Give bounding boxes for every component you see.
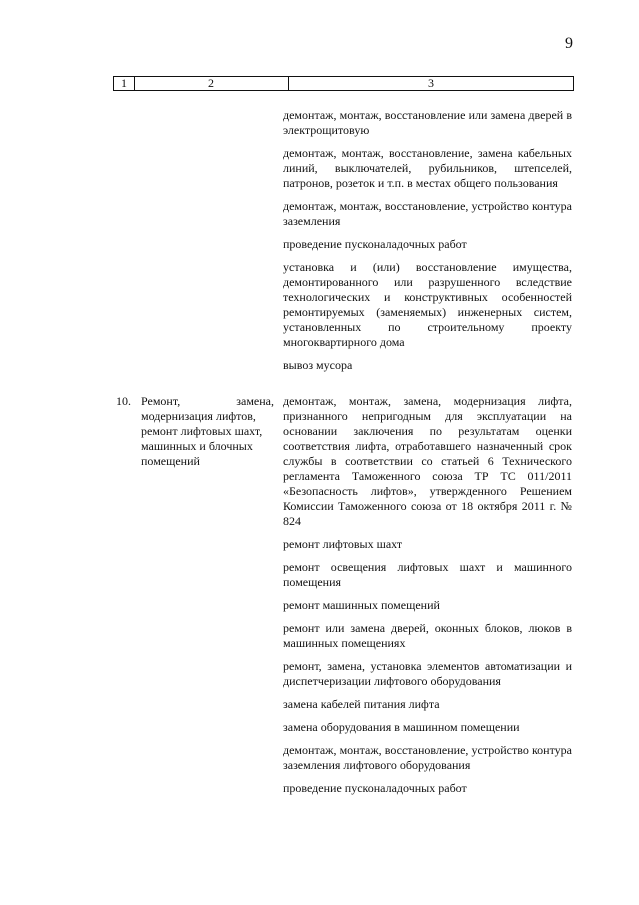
work-item: проведение пусконаладочных работ <box>283 781 467 795</box>
header-col-2: 2 <box>134 77 289 90</box>
row-title <box>141 394 274 469</box>
work-item: ремонт освещения лифтовых шахт и машинного помещения <box>283 560 572 589</box>
work-item: демонтаж, монтаж, восстановление, замена кабельных линий, выключателей, рубильников, штепселей, патронов, розеток и т.п. в местах общего пользования <box>283 146 572 190</box>
row-10-work-list <box>283 394 572 804</box>
work-item: вывоз мусора <box>283 358 353 372</box>
row-title-line: машинных и блочных <box>141 439 253 453</box>
work-item: демонтаж, монтаж, восстановление или замена дверей в электрощитовую <box>283 108 572 137</box>
work-item: замена кабелей питания лифта <box>283 697 440 711</box>
work-item: ремонт или замена дверей, оконных блоков, люков в машинных помещениях <box>283 621 572 650</box>
row-number: 10. <box>116 394 131 408</box>
work-item: ремонт машинных помещений <box>283 598 440 612</box>
work-item: ремонт, замена, установка элементов автоматизации и диспетчеризации лифтового оборудования <box>283 659 572 688</box>
header-col-1: 1 <box>114 77 135 90</box>
row-title-line: модернизация лифтов, <box>141 409 256 423</box>
row-title-line: Ремонт, замена, <box>141 394 274 408</box>
work-item: замена оборудования в машинном помещении <box>283 720 520 734</box>
row-title-line: помещений <box>141 454 200 468</box>
work-item: демонтаж, монтаж, замена, модернизация лифта, признанного непригодным для эксплуатации на основании заключения по результатам оценки соответствия лифта, отработавшего назначенный срок службы в соответствии со статьей 6 Технического регламента Таможенного союза ТР ТС 011/2011 «Безопасность лифтов», утвержденного Решением Комиссии Таможенного союза от 18 октября 2011 г. № 824 <box>283 394 572 528</box>
page-number: 9 <box>565 35 573 52</box>
prev-row-work-list <box>283 108 572 381</box>
row-title-line: ремонт лифтовых шахт, <box>141 424 263 438</box>
header-col-3: 3 <box>428 76 434 90</box>
table-header-row <box>113 76 574 91</box>
work-item: демонтаж, монтаж, восстановление, устройство контура заземления лифтового оборудования <box>283 743 572 772</box>
work-item: демонтаж, монтаж, восстановление, устройство контура заземления <box>283 199 572 228</box>
work-item: ремонт лифтовых шахт <box>283 537 403 551</box>
work-item: проведение пусконаладочных работ <box>283 237 467 251</box>
work-item: установка и (или) восстановление имущества, демонтированного или разрушенного вследствие технологических и конструктивных особенностей ремонтируемых (заменяемых) инженерных систем, установленных по строительному проекту многоквартирного дома <box>283 260 572 349</box>
